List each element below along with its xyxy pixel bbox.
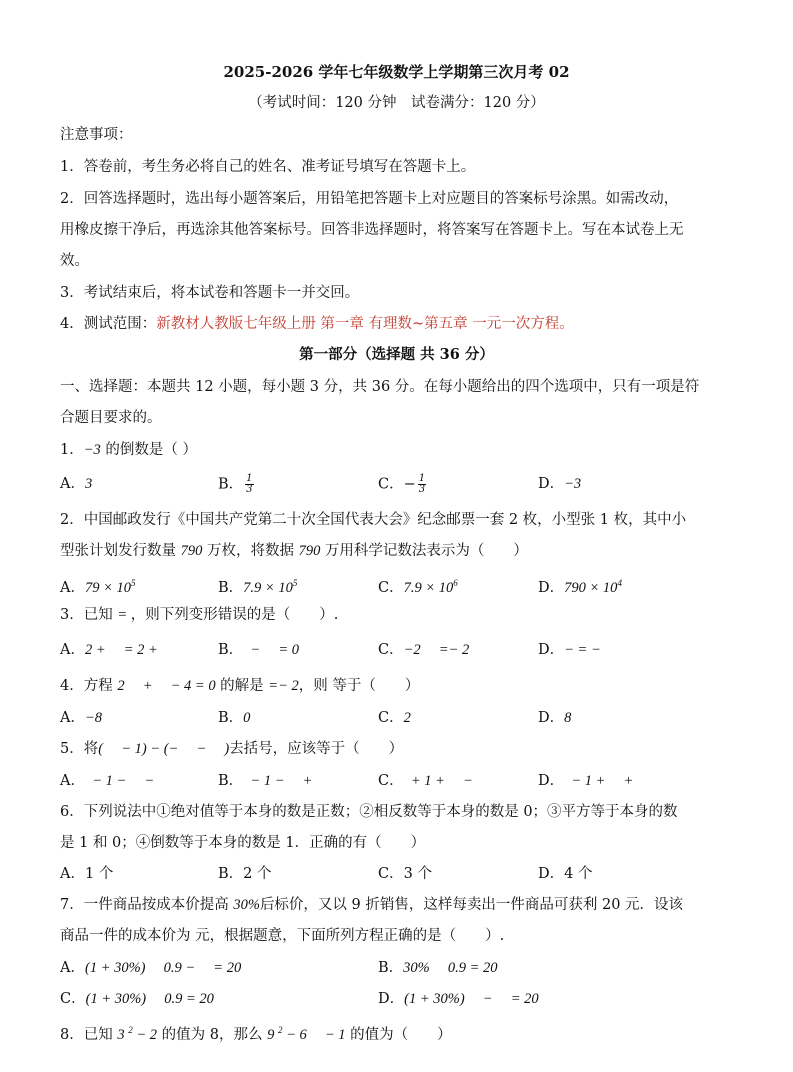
text-run: 8．已知 xyxy=(60,1026,118,1043)
option-value: −3 xyxy=(564,476,582,492)
text-run: 万用科学记数法表示为（ ） xyxy=(320,543,528,559)
text-run: 万枚，将数据 xyxy=(202,543,299,559)
option-label: D． xyxy=(538,866,565,882)
option-value: 0 xyxy=(243,710,251,726)
exponent: 6 xyxy=(453,578,458,588)
q2-option-b xyxy=(218,573,297,598)
q4-option-c xyxy=(378,708,411,728)
fraction xyxy=(418,474,426,495)
text-run: 的值为 8，那么 xyxy=(157,1026,268,1043)
option-value: 79 × 10 xyxy=(84,579,132,596)
section-intro-line-1: 一、选择题：本题共 12 小题，每小题 3 分，共 36 分。在每小题给出的四个选项中，只有一项是符 xyxy=(60,379,700,395)
option-value: + 1 + − xyxy=(396,773,473,789)
q3-option-d xyxy=(538,640,601,660)
q7-option-a xyxy=(60,958,241,978)
note-4 xyxy=(60,314,574,334)
option-value: −8 xyxy=(84,710,103,726)
exponent: 5 xyxy=(292,578,298,588)
text-run: 的值为（ ） xyxy=(345,1026,452,1043)
option-value: 8 xyxy=(564,710,572,726)
option-value: 790 × 10 xyxy=(564,579,618,596)
option-label: D． xyxy=(538,642,565,658)
note-1: 1．答卷前，考生务必将自己的姓名、准考证号填写在答题卡上。 xyxy=(60,159,476,175)
fraction-numerator: 1 xyxy=(418,473,426,484)
q5-option-d xyxy=(538,771,633,791)
option-label: B． xyxy=(218,642,236,658)
option-value: 2 个 xyxy=(243,866,272,882)
option-label: B． xyxy=(218,476,244,493)
section-heading: 第一部分（选择题 共 36 分） xyxy=(299,346,494,363)
option-value: − 1 − − xyxy=(77,773,155,789)
math-run: ( − 1) − (− − ) xyxy=(98,741,230,757)
option-value: 3 xyxy=(84,476,93,492)
option-value: − 1 + + xyxy=(556,773,634,789)
math-run: 2 + − 4 = 0 xyxy=(117,678,216,694)
q1-option-b xyxy=(218,474,256,495)
option-label: A． xyxy=(60,773,78,789)
minus-sign: − xyxy=(403,476,416,493)
option-label: A． xyxy=(60,476,85,492)
text-run: 5．将 xyxy=(60,741,99,757)
option-label: B． xyxy=(218,579,244,596)
option-label: C． xyxy=(378,476,404,493)
section-intro-line-2: 合题目要求的。 xyxy=(60,410,162,426)
option-label: C． xyxy=(378,710,404,726)
math-run: = xyxy=(117,607,131,623)
text-run: 去括号，应该等于（ ） xyxy=(229,741,404,757)
notes-heading: 注意事项： xyxy=(60,127,133,143)
q5-stem xyxy=(60,739,403,759)
q6-option-b xyxy=(218,864,272,884)
q6-stem-line-2: 是 1 和 0；④倒数等于本身的数是 1．正确的有（ ） xyxy=(60,835,426,851)
q7-option-d xyxy=(378,989,539,1009)
option-value: 1 个 xyxy=(84,866,114,882)
option-label: A． xyxy=(60,866,85,882)
q3-option-a xyxy=(60,640,158,660)
option-value: 2 xyxy=(403,710,411,726)
q4-option-d xyxy=(538,708,571,728)
q6-option-d xyxy=(538,864,592,884)
q6-stem-line-1: 6．下列说法中①绝对值等于本身的数是正数；②相反数等于本身的数是 0；③平方等于本身的数 xyxy=(60,804,678,820)
option-value: (1 + 30%) 0.9 − = 20 xyxy=(84,960,242,976)
option-label: C． xyxy=(378,642,404,658)
q2-option-a xyxy=(60,573,136,598)
q6-option-c xyxy=(378,864,432,884)
q7-option-b xyxy=(378,958,498,978)
option-label: B． xyxy=(218,866,244,882)
text-run: 3．已知 xyxy=(60,607,118,623)
text-run: 型张计划发行数量 xyxy=(60,543,181,559)
q3-option-b xyxy=(218,640,299,660)
option-label: B． xyxy=(378,960,404,976)
math-run: − 6 − 1 xyxy=(282,1026,346,1043)
q7-stem-line-2: 商品一件的成本价为 元，根据题意，下面所列方程正确的是（ ）. xyxy=(60,928,505,944)
q5-option-a xyxy=(60,771,154,791)
q3-option-c xyxy=(378,640,469,660)
option-value: − = − xyxy=(564,642,601,658)
option-label: D． xyxy=(538,773,557,789)
q1-stem xyxy=(60,440,197,460)
q3-stem xyxy=(60,605,338,625)
option-value: − = 0 xyxy=(235,642,299,658)
option-value: (1 + 30%) 0.9 = 20 xyxy=(85,991,214,1007)
option-label: D． xyxy=(538,476,565,492)
q1-option-c xyxy=(378,474,428,495)
q1-text: 的倒数是（ ） xyxy=(100,442,197,458)
note-2-line-3: 效。 xyxy=(60,253,89,269)
exponent: 5 xyxy=(131,578,136,588)
option-value: −2 =− 2 xyxy=(403,642,470,658)
q2-option-d xyxy=(538,573,622,598)
text-run: 7．一件商品按成本价提高 xyxy=(60,897,234,913)
q2-stem-line-1: 2．中国邮政发行《中国共产党第二十次全国代表大会》纪念邮票一套 2 枚，小型张 1 枚，其中小 xyxy=(60,512,687,528)
q1-option-a xyxy=(60,474,92,494)
math-run: 9 xyxy=(267,1026,278,1043)
option-label: A． xyxy=(60,960,85,976)
option-label: D． xyxy=(538,579,565,596)
q4-option-a xyxy=(60,708,102,728)
option-label: D． xyxy=(538,710,565,726)
fraction xyxy=(245,474,253,495)
exponent: 4 xyxy=(617,578,622,588)
note-4-prefix: 4．测试范围： xyxy=(60,316,157,332)
q6-option-a xyxy=(60,864,113,884)
option-label: A． xyxy=(60,579,85,596)
text-run: 后标价，又以 9 折销售，这样每卖出一件商品可获利 20 元．设该 xyxy=(259,897,684,913)
math-run: =− 2 xyxy=(268,678,299,694)
math-run: 3 xyxy=(117,1026,129,1043)
option-label: C． xyxy=(378,866,404,882)
option-value: 7.9 × 10 xyxy=(403,579,454,596)
q5-option-b xyxy=(218,771,312,791)
math-run: − 2 xyxy=(132,1026,158,1043)
option-value: (1 + 30%) − = 20 xyxy=(404,991,539,1007)
text-run: 4．方程 xyxy=(60,678,118,694)
option-label: C． xyxy=(378,579,404,596)
fraction-denominator: 3 xyxy=(246,484,253,495)
option-label: A． xyxy=(60,642,85,658)
text-run: ，则 等于（ ） xyxy=(298,678,420,694)
note-4-range: 新教材人教版七年级上册 第一章 有理数~第五章 一元一次方程。 xyxy=(156,316,574,332)
option-value: 7.9 × 10 xyxy=(243,579,293,596)
text-run: 的解是 xyxy=(215,678,269,694)
exam-subtitle: （考试时间：120 分钟 试卷满分：120 分） xyxy=(248,95,545,111)
exam-title: 2025-2026 学年七年级数学上学期第三次月考 02 xyxy=(223,63,570,81)
q5-option-c xyxy=(378,771,473,791)
q4-option-b xyxy=(218,708,250,728)
q7-stem-line-1 xyxy=(60,895,683,915)
math-run: 790 xyxy=(298,543,321,559)
note-3: 3．考试结束后，将本试卷和答题卡一并交回。 xyxy=(60,285,360,301)
note-2-line-2: 用橡皮擦干净后，再选涂其他答案标号。回答非选择题时，将答案写在答题卡上。写在本试卷上无 xyxy=(60,222,684,238)
q2-option-c xyxy=(378,573,458,598)
q8-stem xyxy=(60,1020,452,1045)
q1-math: −3 xyxy=(83,442,101,458)
option-value: 3 个 xyxy=(403,866,432,882)
exponent: 2 xyxy=(277,1025,283,1035)
option-value: 2 + = 2 + xyxy=(84,642,158,658)
q4-stem xyxy=(60,676,419,696)
text-run: ，则下列变形错误的是（ ）. xyxy=(130,607,339,623)
fraction-denominator: 3 xyxy=(418,484,426,495)
q1-number: 1． xyxy=(60,442,84,458)
q1-option-d xyxy=(538,474,581,494)
option-label: C． xyxy=(378,773,397,789)
q2-stem-line-2 xyxy=(60,541,528,561)
q7-option-c xyxy=(60,989,214,1009)
option-value: 4 个 xyxy=(564,866,593,882)
math-run: 30% xyxy=(233,897,260,913)
math-run: 790 xyxy=(180,543,203,559)
option-label: D． xyxy=(378,991,405,1007)
note-2-line-1: 2．回答选择题时，选出每小题答案后，用铅笔把答题卡上对应题目的答案标号涂黑。如需改动， xyxy=(60,191,679,207)
option-value: 30% 0.9 = 20 xyxy=(403,960,498,976)
option-value: − 1 − + xyxy=(235,773,313,789)
option-label: B． xyxy=(218,710,244,726)
exponent: 2 xyxy=(128,1025,133,1035)
fraction-numerator: 1 xyxy=(246,473,253,484)
option-label: A． xyxy=(60,710,85,726)
option-label: B． xyxy=(218,773,236,789)
option-label: C． xyxy=(60,991,86,1007)
